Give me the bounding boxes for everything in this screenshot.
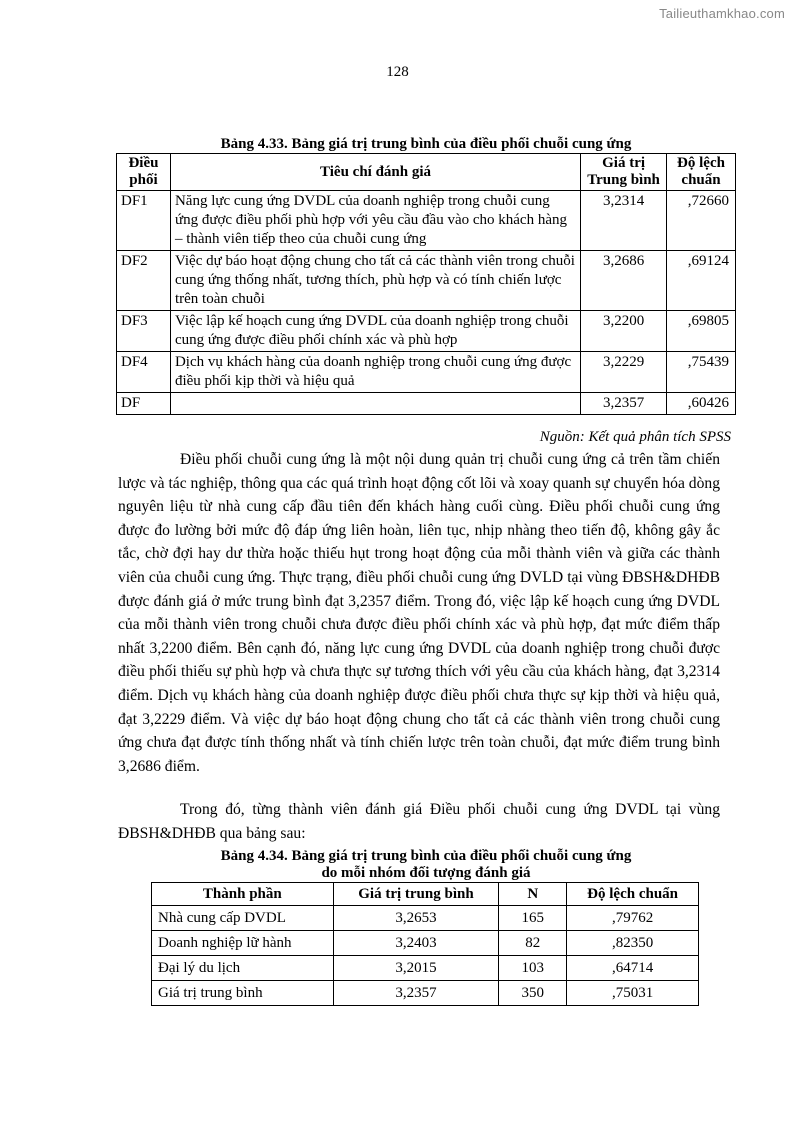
table1 <box>116 153 736 415</box>
table1-cell-mean: 3,2686 <box>581 251 667 311</box>
table2-row <box>152 981 699 1006</box>
table2-header-n: N <box>499 883 567 906</box>
table1-row <box>117 311 736 352</box>
table1-cell-code: DF2 <box>117 251 171 311</box>
table1-cell-criterion: Dịch vụ khách hàng của doanh nghiệp trong chuỗi cung ứng được điều phối kịp thời và hiệu quả <box>170 352 580 393</box>
table2-caption <box>116 848 736 882</box>
table1-cell-mean: 3,2314 <box>581 191 667 251</box>
table1-cell-code: DF4 <box>117 352 171 393</box>
table2-caption-line2: do mỗi nhóm đối tượng đánh giá <box>321 865 531 881</box>
table2-cell-sd: ,64714 <box>567 956 699 981</box>
table2-cell-mean: 3,2653 <box>333 906 499 931</box>
table2-cell-n: 165 <box>499 906 567 931</box>
table2-cell-sd: ,82350 <box>567 931 699 956</box>
table2-cell-sd: ,79762 <box>567 906 699 931</box>
table1-cell-mean: 3,2200 <box>581 311 667 352</box>
table1-caption: Bảng 4.33. Bảng giá trị trung bình của điều phối chuỗi cung ứng <box>220 136 632 152</box>
table2-cell-n: 350 <box>499 981 567 1006</box>
table2-cell-group: Nhà cung cấp DVDL <box>152 906 334 931</box>
table2-cell-group: Đại lý du lịch <box>152 956 334 981</box>
table1-cell-code: DF3 <box>117 311 171 352</box>
table1-header-row <box>117 154 736 191</box>
table2-header-mean: Giá trị trung bình <box>333 883 499 906</box>
table1-cell-sd: ,60426 <box>667 393 736 415</box>
table1-cell-mean: 3,2229 <box>581 352 667 393</box>
table2 <box>151 882 699 1006</box>
table1-cell-criterion: Việc lập kế hoạch cung ứng DVDL của doanh nghiệp trong chuỗi cung ứng được điều phối chính xác và phù hợp <box>170 311 580 352</box>
table2-cell-n: 103 <box>499 956 567 981</box>
table1-source-note: Nguồn: Kết quả phân tích SPSS <box>539 429 731 445</box>
table2-cell-group: Doanh nghiệp lữ hành <box>152 931 334 956</box>
table1-cell-sd: ,69124 <box>667 251 736 311</box>
table1-total-row <box>117 393 736 415</box>
table2-cell-group: Giá trị trung bình <box>152 981 334 1006</box>
table2-header-group: Thành phần <box>152 883 334 906</box>
body-paragraph-intro: Trong đó, từng thành viên đánh giá Điều phối chuỗi cung ứng DVDL tại vùng ĐBSH&DHĐB qua bảng sau: <box>118 801 720 842</box>
table1-cell-code: DF1 <box>117 191 171 251</box>
table2-row <box>152 906 699 931</box>
table2-cell-mean: 3,2403 <box>333 931 499 956</box>
table2-header-row <box>152 883 699 906</box>
page-number: 128 <box>386 64 409 80</box>
table2-cell-sd: ,75031 <box>567 981 699 1006</box>
table2-header-sd: Độ lệch chuẩn <box>567 883 699 906</box>
watermark: Tailieuthamkhao.com <box>659 6 785 21</box>
table1-cell-mean: 3,2357 <box>581 393 667 415</box>
table1-row <box>117 251 736 311</box>
table1-header-sd: Độ lệch chuẩn <box>667 154 736 191</box>
table1-cell-criterion: Năng lực cung ứng DVDL của doanh nghiệp trong chuỗi cung ứng được điều phối phù hợp với yêu cầu đầu vào cho khách hàng – thành viên tiếp theo của chuỗi cung ứng <box>170 191 580 251</box>
table1-cell-sd: ,69805 <box>667 311 736 352</box>
table1-row <box>117 191 736 251</box>
table1-cell-criterion <box>170 393 580 415</box>
table1-row <box>117 352 736 393</box>
table2-row <box>152 956 699 981</box>
body-paragraph: Điều phối chuỗi cung ứng là một nội dung quản trị chuỗi cung ứng cả trên tầm chiến lược và tác nghiệp, thông qua các quá trình hoạt động cốt lõi và xoay quanh sự chuyển hóa dòng nguyên liệu từ nhà cung cấp đầu tiên đến khách hàng cuối cùng. Điều phối chuỗi cung ứng được đo lường bởi mức độ đáp ứng liên hoàn, liên tục, nhịp nhàng theo tiến độ, không gây ắc tắc, chờ đợi hay dư thừa hoặc thiếu hụt trong hoạt động của mỗi thành viên và giữa các thành viên của chuỗi cung ứng. Thực trạng, điều phối chuỗi cung ứng DVLD tại vùng ĐBSH&DHĐB được đánh giá ở mức trung bình đạt 3,2357 điểm. Trong đó, việc lập kế hoạch cung ứng DVDL của mỗi thành viên trong chuỗi chưa được điều phối chính xác và phù hợp, đạt mức điểm thấp nhất 3,2200 điểm. Bên cạnh đó, năng lực cung ứng DVDL của doanh nghiệp trong chuỗi được điều phối thiếu sự phù hợp và chưa thực sự tương thích với yêu cầu của khách hàng, đạt 3,2314 điểm. Dịch vụ khách hàng của doanh nghiệp được điều phối chưa thực sự kịp thời và hiệu quả, đạt 3,2229 điểm. Và việc dự báo hoạt động chung cho tất cả các thành viên trong chuỗi cung ứng chưa đạt được tính thống nhất và tính chiến lược trên toàn chuỗi, đạt mức điểm trung bình 3,2686 điểm. <box>118 451 720 775</box>
table1-cell-code: DF <box>117 393 171 415</box>
table2-caption-line1: Bảng 4.34. Bảng giá trị trung bình của điều phối chuỗi cung ứng <box>220 848 632 864</box>
table1-header-code: Điều phối <box>117 154 171 191</box>
table1-cell-criterion: Việc dự báo hoạt động chung cho tất cả các thành viên trong chuỗi cung ứng thống nhất, tương thích, phù hợp và có tính chiến lược trên toàn chuỗi <box>170 251 580 311</box>
table1-cell-sd: ,75439 <box>667 352 736 393</box>
table1-header-mean: Giá trị Trung bình <box>581 154 667 191</box>
table1-cell-sd: ,72660 <box>667 191 736 251</box>
table1-header-criterion: Tiêu chí đánh giá <box>170 154 580 191</box>
table2-cell-n: 82 <box>499 931 567 956</box>
table2-cell-mean: 3,2357 <box>333 981 499 1006</box>
table2-cell-mean: 3,2015 <box>333 956 499 981</box>
table2-row <box>152 931 699 956</box>
